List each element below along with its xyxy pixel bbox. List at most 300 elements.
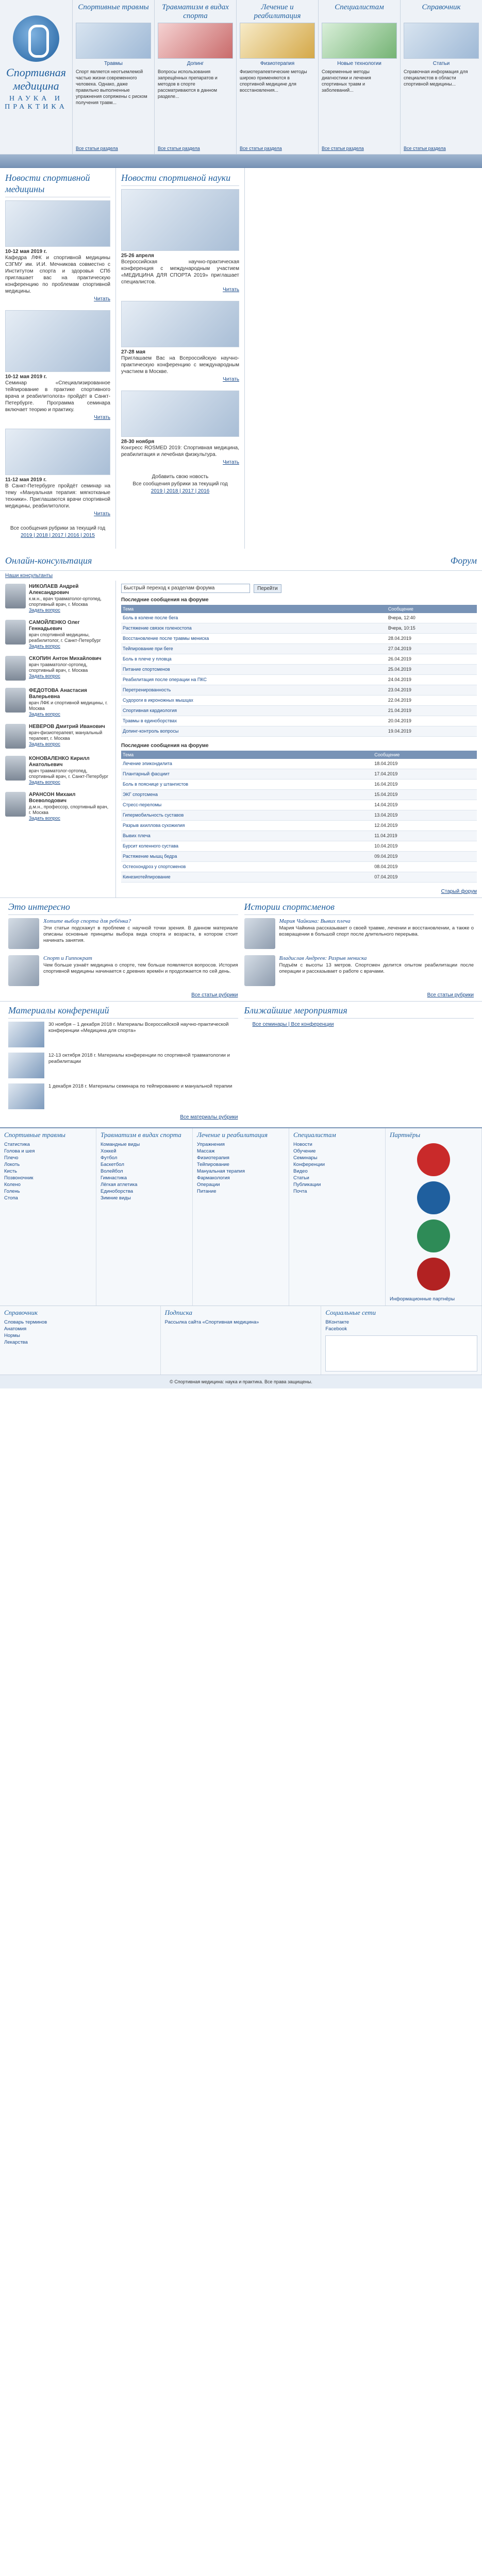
footer-link[interactable]: Словарь терминов: [4, 1319, 47, 1325]
news-text: Приглашаем Вас на Всероссийскую научно-практическую конференцию с международным участием в Москве.: [121, 355, 239, 375]
conf-image[interactable]: [8, 1022, 44, 1047]
forum-row[interactable]: [121, 800, 477, 810]
expert-desc: д.м.н., профессор, спортивный врач, г. Москва: [29, 804, 109, 815]
conf-text[interactable]: 12-13 октября 2018 г. Материалы конференции по спортивной травматологии и реабилитации: [48, 1053, 230, 1064]
archive-years[interactable]: 2019 | 2018 | 2017 | 2016: [151, 488, 210, 494]
expert-desc: врач ЛФК и спортивной медицины, г. Москва: [29, 700, 108, 711]
partner-logo[interactable]: [417, 1181, 450, 1214]
footer-link[interactable]: Почта: [293, 1189, 307, 1194]
sports-science-news: [116, 168, 245, 549]
news-item: [121, 391, 239, 465]
upcoming-events: [241, 1005, 477, 1120]
partner-logo[interactable]: [417, 1143, 450, 1176]
news-section: [0, 168, 482, 549]
forum-reply-date: 24.04.2019: [387, 675, 477, 685]
footer-col-title[interactable]: Спортивные травмы: [4, 1131, 65, 1139]
news-date: 10-12 мая 2019 г.: [5, 249, 47, 255]
promo-title[interactable]: Спортивные травмы: [78, 3, 149, 11]
forum-row[interactable]: [121, 644, 477, 654]
forum-topic[interactable]: ЭКГ спортсмена: [121, 790, 373, 800]
footer-link[interactable]: Единоборства: [101, 1189, 134, 1194]
forum-jump-select[interactable]: Быстрый переход к разделам форума: [121, 584, 250, 593]
footer-link[interactable]: Массаж: [197, 1148, 215, 1154]
forum-topic[interactable]: Восстановление после травмы мениска: [121, 634, 387, 644]
footer-link[interactable]: Мануальная терапия: [197, 1168, 245, 1174]
footer-col: [0, 1306, 161, 1375]
news-image[interactable]: [121, 301, 239, 347]
promo-image[interactable]: [158, 23, 233, 59]
expert-name[interactable]: АРАНСОН Михаил Всеволодович: [29, 792, 76, 804]
promo-name[interactable]: Новые технологии: [337, 61, 381, 66]
logo-icon: [13, 15, 59, 62]
footer-link[interactable]: Баскетбол: [101, 1162, 124, 1167]
events-links[interactable]: Все семинары | Все конференции: [252, 1022, 334, 1027]
expert-desc: врач спортивной медицины, реабилитолог, г. Санкт-Петербург: [29, 632, 101, 643]
footer-link[interactable]: Публикации: [293, 1182, 321, 1188]
forum-row[interactable]: [121, 852, 477, 862]
expert-desc: врач травматолог-ортопед, спортивный врач, г. Москва: [29, 662, 88, 673]
forum-row[interactable]: [121, 779, 477, 790]
news-text: В Санкт-Петербурге пройдёт семинар на тему «Мануальная терапия: мягкотканые техники». Приглашаются врачи спортивной медицины, реабилитологи.: [5, 483, 110, 509]
news-item: [121, 301, 239, 382]
footer-col: [96, 1128, 193, 1306]
footer-link[interactable]: Фармакология: [197, 1175, 230, 1181]
all-materials-link[interactable]: Все материалы рубрики: [180, 1114, 238, 1120]
forum-row[interactable]: [121, 769, 477, 779]
footer-link[interactable]: Facebook: [325, 1326, 347, 1332]
news-image[interactable]: [5, 429, 110, 475]
promo-text: Вопросы использования запрещённых препаратов и методов в спорте рассматриваются в данном разделе...: [158, 69, 218, 99]
news-item: [121, 189, 239, 293]
footer-link[interactable]: Лекарства: [4, 1340, 28, 1345]
news-image[interactable]: [121, 391, 239, 437]
section-title: Новости спортивной медицины: [5, 172, 110, 197]
all-articles-link[interactable]: Все статьи рубрики: [191, 992, 238, 998]
forum-topic[interactable]: Судороги в икроножных мышцах: [121, 696, 387, 706]
forum-reply-date: 11.04.2019: [373, 831, 477, 841]
read-more-link[interactable]: Читать: [223, 287, 239, 293]
promo-link[interactable]: Все статьи раздела: [76, 146, 118, 151]
expert-name[interactable]: НИКОЛАЕВ Андрей Александрович: [29, 584, 79, 596]
news-date: 27-28 мая: [121, 349, 146, 355]
forum-row[interactable]: [121, 716, 477, 726]
forum-topic[interactable]: Допинг-контроль вопросы: [121, 726, 387, 737]
news-text: Всероссийская научно-практическая конференция с международным участием «МЕДИЦИНА ДЛЯ СПОРТА 2019» приглашает специалистов.: [121, 259, 239, 285]
forum-reply-date: 08.04.2019: [373, 862, 477, 872]
promo-link[interactable]: Все статьи раздела: [404, 146, 446, 151]
promo-link[interactable]: Все статьи раздела: [158, 146, 200, 151]
forum-reply-date: 12.04.2019: [373, 821, 477, 831]
promo-text: Спорт является неотъемлемой частью жизни современного человека. Однако, даже правильно выполненные упражнения сопряжены с риском получения травм...: [76, 69, 147, 105]
forum-topic[interactable]: Травмы в единоборствах: [121, 716, 387, 726]
promo-title[interactable]: Лечение и реабилитация: [254, 3, 301, 20]
expert-name[interactable]: ФЕДОТОВА Анастасия Валерьевна: [29, 688, 87, 700]
promo-title[interactable]: Травматизм в видах спорта: [162, 3, 229, 20]
footer-link[interactable]: Голень: [4, 1189, 20, 1194]
news-text: Конгресс ROSMED 2019: Спортивная медицина, реабилитация и лечебная физкультура.: [121, 445, 239, 457]
footer-link[interactable]: Плечо: [4, 1155, 19, 1161]
forum-label: Последние сообщения на форуме: [121, 597, 209, 603]
forum-row[interactable]: [121, 831, 477, 841]
footer-link[interactable]: Футбол: [101, 1155, 118, 1161]
forum-row[interactable]: [121, 862, 477, 872]
footer-col: [321, 1306, 482, 1375]
footer-col-title[interactable]: Специалистам: [293, 1131, 336, 1139]
conf-image[interactable]: [8, 1053, 44, 1078]
conf-item: [8, 1053, 238, 1078]
news-date: 28-30 ноября: [121, 439, 155, 445]
footer-link[interactable]: Волейбол: [101, 1168, 123, 1174]
footer-link[interactable]: Обучение: [293, 1148, 316, 1154]
story-item: [244, 918, 474, 949]
footer-link[interactable]: Операции: [197, 1182, 220, 1188]
partner-logo[interactable]: [417, 1219, 450, 1252]
forum-topic[interactable]: Остеохондроз у спортсменов: [121, 862, 373, 872]
stories-section: [0, 897, 482, 1001]
footer-link[interactable]: Нормы: [4, 1333, 20, 1338]
promo-image[interactable]: [240, 23, 315, 59]
forum-topic[interactable]: Реабилитация после операции на ПКС: [121, 675, 387, 685]
col-reply: Сообщение: [387, 605, 477, 613]
footer-link[interactable]: ВКонтакте: [325, 1319, 350, 1325]
forum-row[interactable]: [121, 685, 477, 696]
news-text: Семинар «Специализированное тейпирование в практике спортивного врача и реабилитолога» пройдёт в Санкт-Петербурге. Программа семинара включает теорию и практику.: [5, 380, 110, 413]
promo-title[interactable]: Специалистам: [335, 3, 384, 11]
forum-row[interactable]: [121, 706, 477, 716]
footer-link[interactable]: Упражнения: [197, 1142, 225, 1147]
read-more-link[interactable]: Читать: [94, 296, 110, 302]
story-item: [8, 955, 238, 986]
conf-text[interactable]: 30 ноября – 1 декабря 2018 г. Материалы Всероссийской научно-практической конференции «Медицина для спорта»: [48, 1022, 229, 1033]
footer-link[interactable]: Гимнастика: [101, 1175, 127, 1181]
forum-reply-date: 26.04.2019: [387, 654, 477, 665]
footer-col-title[interactable]: Социальные сети: [325, 1309, 376, 1316]
forum-reply-date: 27.04.2019: [387, 644, 477, 654]
promo-name[interactable]: Физиотерапия: [260, 61, 295, 66]
ask-question-link[interactable]: Задать вопрос: [29, 643, 60, 649]
forum-panel: [116, 581, 482, 897]
expert-name[interactable]: СКОПИН Антон Михайлович: [29, 656, 102, 662]
promo-link[interactable]: Все статьи раздела: [240, 146, 282, 151]
footer-link[interactable]: Колено: [4, 1182, 21, 1188]
news-date: 25-26 апреля: [121, 253, 154, 259]
forum-reply-date: 19.04.2019: [387, 726, 477, 737]
story-title[interactable]: Мария Чайкина: Вывих плеча: [279, 918, 351, 924]
footer-link[interactable]: Командные виды: [101, 1142, 140, 1147]
read-more-link[interactable]: Читать: [223, 377, 239, 382]
footer-link[interactable]: Конференции: [293, 1162, 325, 1167]
ask-question-link[interactable]: Задать вопрос: [29, 816, 60, 821]
forum-reply-date: Вчера, 10:15: [387, 623, 477, 634]
conferences-section: [0, 1001, 482, 1123]
logo-title: Спортивная медицина: [6, 66, 66, 92]
avatar[interactable]: [5, 656, 26, 681]
consult-title: Онлайн-консультация: [5, 555, 92, 566]
read-more-link[interactable]: Читать: [223, 460, 239, 465]
news-image[interactable]: [5, 200, 110, 247]
promo-card[interactable]: [236, 0, 318, 154]
archive-label[interactable]: Все сообщения рубрики за текущий год: [10, 526, 106, 531]
story-text: Чем больше узнаёт медицина о спорте, тем больше появляется вопросов. История спортивной медицины начинается с древних времён и продолжается по сей день.: [43, 962, 238, 974]
news-item: [5, 200, 110, 302]
story-image[interactable]: [8, 918, 39, 949]
forum-row[interactable]: [121, 675, 477, 685]
promo-title[interactable]: Справочник: [422, 3, 461, 11]
footer-link[interactable]: Кисть: [4, 1168, 17, 1174]
footer-link[interactable]: Рассылка сайта «Спортивная медицина»: [164, 1319, 259, 1325]
right-blank: [245, 168, 482, 549]
news-text: Кафедра ЛФК и спортивной медицины СЗГМУ им. И.И. Мечникова совместно с Институтом спорта и здоровья СПб приглашает вас на практическую конференцию по проблемам спортивной медицины.: [5, 255, 110, 294]
forum-title: Форум: [450, 555, 477, 566]
ask-question-link[interactable]: Задать вопрос: [29, 779, 60, 785]
forum-reply-date: 23.04.2019: [387, 685, 477, 696]
promo-image[interactable]: [322, 23, 397, 59]
ask-question-link[interactable]: Задать вопрос: [29, 741, 60, 747]
ask-question-link[interactable]: Задать вопрос: [29, 673, 60, 679]
forum-topic[interactable]: Гипермобильность суставов: [121, 810, 373, 821]
forum-reply-date: 09.04.2019: [373, 852, 477, 862]
archive-years[interactable]: 2019 | 2018 | 2017 | 2016 | 2015: [21, 533, 95, 538]
col-topic: Тема: [121, 605, 387, 613]
forum-row[interactable]: [121, 790, 477, 800]
promo-card[interactable]: [318, 0, 400, 154]
story-image[interactable]: [244, 955, 275, 986]
footer-col: [0, 1128, 96, 1306]
forum-reply-date: 18.04.2019: [373, 759, 477, 769]
forum-reply-date: 17.04.2019: [373, 769, 477, 779]
interesting-column: [5, 901, 241, 998]
story-text: Мария Чайкина рассказывает о своей травме, лечении и восстановлении, а также о возвращении в большой спорт после длительного перерыва.: [279, 925, 474, 937]
section-title: Это интересно: [8, 901, 238, 915]
expert-card: [5, 688, 110, 717]
story-text: Эти статьи подскажут в проблеме с научной точки зрения. В данном материале описаны основные принципы выбора вида спорта и возраста, в котором стоит начинать занятия.: [43, 925, 238, 943]
conf-item: [8, 1022, 238, 1047]
partner-logo[interactable]: [417, 1258, 450, 1291]
forum-go-button[interactable]: Перейти: [254, 584, 281, 593]
promo-name[interactable]: Допинг: [187, 61, 204, 66]
promo-name[interactable]: Статьи: [433, 61, 450, 66]
conf-materials: [5, 1005, 241, 1120]
news-image[interactable]: [5, 310, 110, 372]
story-text: Подъём с высоты 13 метров. Спортсмен делится опытом реабилитации после операции и рассказывает о работе с врачами.: [279, 962, 474, 974]
expert-card: [5, 656, 110, 681]
forum-topic[interactable]: Боль в пояснице у штангистов: [121, 779, 373, 790]
forum-reply-date: 13.04.2019: [373, 810, 477, 821]
forum-row[interactable]: [121, 821, 477, 831]
news-image[interactable]: [121, 189, 239, 251]
forum-topic[interactable]: Спортивная кардиология: [121, 706, 387, 716]
footer-link[interactable]: Позвоночник: [4, 1175, 34, 1181]
expert-card: [5, 620, 110, 649]
forum-topic[interactable]: Боль в плече у пловца: [121, 654, 387, 665]
footer-link[interactable]: Семинары: [293, 1155, 318, 1161]
forum-label: Последние сообщения на форуме: [121, 743, 209, 749]
promo-image[interactable]: [404, 23, 479, 59]
promo-card[interactable]: [400, 0, 482, 154]
conf-image[interactable]: [8, 1083, 44, 1109]
news-date: 11-12 мая 2019 г.: [5, 477, 47, 483]
add-news-link[interactable]: Добавить свою новость: [152, 474, 209, 480]
story-title[interactable]: Хотите выбор спорта для ребёнка?: [43, 918, 131, 924]
avatar[interactable]: [5, 620, 26, 645]
forum-table: [121, 605, 477, 737]
story-image[interactable]: [244, 918, 275, 949]
forum-reply-date: 16.04.2019: [373, 779, 477, 790]
expert-desc: врач травматолог-ортопед, спортивный врач, г. Санкт-Петербург: [29, 768, 109, 779]
footer-link[interactable]: Видео: [293, 1168, 308, 1174]
footer-link[interactable]: Информационные партнёры: [390, 1296, 455, 1302]
forum-topic[interactable]: Растяжение мышц бедра: [121, 852, 373, 862]
footer-link[interactable]: Новости: [293, 1142, 312, 1147]
promo-card[interactable]: [72, 0, 154, 154]
footer-col-title[interactable]: Подписка: [164, 1309, 192, 1316]
avatar[interactable]: [5, 584, 26, 608]
forum-topic[interactable]: Бурсит коленного сустава: [121, 841, 373, 852]
footer-col: [193, 1128, 289, 1306]
old-forum-link[interactable]: Старый форум: [441, 889, 477, 894]
forum-reply-date: 07.04.2019: [373, 872, 477, 883]
forum-reply-date: 14.04.2019: [373, 800, 477, 810]
footer-col: [161, 1306, 322, 1375]
read-more-link[interactable]: Читать: [94, 511, 110, 517]
expert-name[interactable]: САМОЙЛЕНКО Олег Геннадьевич: [29, 620, 80, 632]
ask-question-link[interactable]: Задать вопрос: [29, 607, 60, 613]
footer-col-title[interactable]: Травматизм в видах спорта: [101, 1131, 181, 1139]
promo-card[interactable]: [154, 0, 236, 154]
col-topic: Тема: [121, 751, 373, 759]
archive-label[interactable]: Все сообщения рубрики за текущий год: [132, 481, 228, 487]
avatar[interactable]: [5, 724, 26, 749]
expert-card: [5, 756, 110, 785]
forum-topic[interactable]: Плантарный фасциит: [121, 769, 373, 779]
forum-topic[interactable]: Разрыв ахиллова сухожилия: [121, 821, 373, 831]
story-title[interactable]: Владислав Андреев: Разрыв мениска: [279, 955, 367, 961]
footer-link[interactable]: Статьи: [293, 1175, 309, 1181]
social-widget[interactable]: [325, 1335, 477, 1371]
forum-reply-date: 20.04.2019: [387, 716, 477, 726]
avatar[interactable]: [5, 756, 26, 781]
news-item: [5, 310, 110, 420]
site-logo[interactable]: [0, 0, 72, 154]
story-title[interactable]: Спорт и Гиппократ: [43, 955, 92, 961]
promo-link[interactable]: Все статьи раздела: [322, 146, 364, 151]
forum-table: [121, 751, 477, 883]
forum-row[interactable]: [121, 696, 477, 706]
avatar[interactable]: [5, 688, 26, 713]
forum-reply-date: 22.04.2019: [387, 696, 477, 706]
story-image[interactable]: [8, 955, 39, 986]
forum-topic[interactable]: Питание спортсменов: [121, 665, 387, 675]
footer-col: [289, 1128, 386, 1306]
promo-text: Физиотерапевтические методы широко применяются в спортивной медицине для восстановления...: [240, 69, 307, 93]
footer-link[interactable]: Локоть: [4, 1162, 20, 1167]
promo-name[interactable]: Травмы: [104, 61, 123, 66]
footer-link[interactable]: Голова и шея: [4, 1148, 35, 1154]
footer-link[interactable]: Питание: [197, 1189, 217, 1194]
footer-link[interactable]: Стопа: [4, 1195, 18, 1201]
conf-item: [8, 1083, 238, 1109]
forum-reply-date: 15.04.2019: [373, 790, 477, 800]
forum-row[interactable]: [121, 726, 477, 737]
header: [0, 0, 482, 155]
avatar[interactable]: [5, 792, 26, 817]
footer-link[interactable]: Лёгкая атлетика: [101, 1182, 138, 1188]
forum-topic[interactable]: Стресс-переломы: [121, 800, 373, 810]
col-reply: Сообщение: [373, 751, 477, 759]
forum-reply-date: 28.04.2019: [387, 634, 477, 644]
forum-topic[interactable]: Боль в колене после бега: [121, 613, 387, 623]
logo-subtitle: НАУКА И ПРАКТИКА: [5, 95, 68, 111]
footer-link[interactable]: Тейпирование: [197, 1162, 229, 1167]
forum-reply-date: 21.04.2019: [387, 706, 477, 716]
forum-reply-date: 25.04.2019: [387, 665, 477, 675]
conf-text[interactable]: 1 декабря 2018 г. Материалы семинара по тейпированию и мануальной терапии: [48, 1083, 232, 1089]
section-title: Материалы конференций: [8, 1005, 238, 1019]
forum-topic[interactable]: Кинезиотейпирование: [121, 872, 373, 883]
forum-topic[interactable]: Растяжение связок голеностопа: [121, 623, 387, 634]
expert-name[interactable]: КОНОВАЛЕНКО Кирилл Анатольевич: [29, 756, 90, 768]
promo-image[interactable]: [76, 23, 151, 59]
section-title: Новости спортивной науки: [121, 172, 239, 186]
forum-row[interactable]: [121, 623, 477, 634]
ask-question-link[interactable]: Задать вопрос: [29, 711, 60, 717]
expert-desc: врач-физиотерапевт, мануальный терапевт, г. Москва: [29, 730, 103, 741]
consultants-link[interactable]: Наши консультанты: [5, 573, 53, 579]
footer-menu: [0, 1127, 482, 1306]
sports-medicine-news: [0, 168, 116, 549]
forum-row[interactable]: [121, 759, 477, 769]
partners-col: [386, 1128, 482, 1306]
consult-header: [0, 553, 482, 571]
all-articles-link[interactable]: Все статьи рубрики: [427, 992, 474, 998]
experts-list: [0, 581, 116, 897]
forum-row[interactable]: [121, 841, 477, 852]
news-archive: [121, 473, 239, 495]
forum-row[interactable]: [121, 613, 477, 623]
footer-col-title[interactable]: Лечение и реабилитация: [197, 1131, 268, 1139]
footer-link[interactable]: Хоккей: [101, 1148, 117, 1154]
forum-reply-date: Вчера, 12:40: [387, 613, 477, 623]
footer-link[interactable]: Статистика: [4, 1142, 30, 1147]
forum-topic[interactable]: Вывих плеча: [121, 831, 373, 841]
section-title: Истории спортсменов: [244, 901, 474, 915]
nav-bar: [0, 155, 482, 168]
news-archive: [5, 525, 110, 539]
footer-link[interactable]: Анатомия: [4, 1326, 27, 1332]
forum-row[interactable]: [121, 665, 477, 675]
footer-link[interactable]: Физиотерапия: [197, 1155, 229, 1161]
footer-col-title: Партнёры: [390, 1131, 421, 1139]
footer-bottom: [0, 1306, 482, 1375]
expert-card: [5, 792, 110, 821]
forum-row[interactable]: [121, 634, 477, 644]
expert-desc: к.м.н., врач травматолог-ортопед, спортивный врач, г. Москва: [29, 596, 102, 607]
forum-row[interactable]: [121, 872, 477, 883]
forum-topic[interactable]: Лечение эпикондилита: [121, 759, 373, 769]
footer-col-title[interactable]: Справочник: [4, 1309, 38, 1316]
footer-link[interactable]: Зимние виды: [101, 1195, 131, 1201]
section-title: Ближайшие мероприятия: [244, 1005, 474, 1019]
expert-name[interactable]: НЕВЕРОВ Дмитрий Иванович: [29, 724, 105, 730]
expert-card: [5, 724, 110, 749]
forum-topic[interactable]: Тейпирование при беге: [121, 644, 387, 654]
forum-row[interactable]: [121, 654, 477, 665]
forum-row[interactable]: [121, 810, 477, 821]
forum-topic[interactable]: Перетренированность: [121, 685, 387, 696]
read-more-link[interactable]: Читать: [94, 415, 110, 420]
story-item: [8, 918, 238, 949]
copyright: © Спортивная медицина: наука и практика. Все права защищены.: [0, 1375, 482, 1388]
